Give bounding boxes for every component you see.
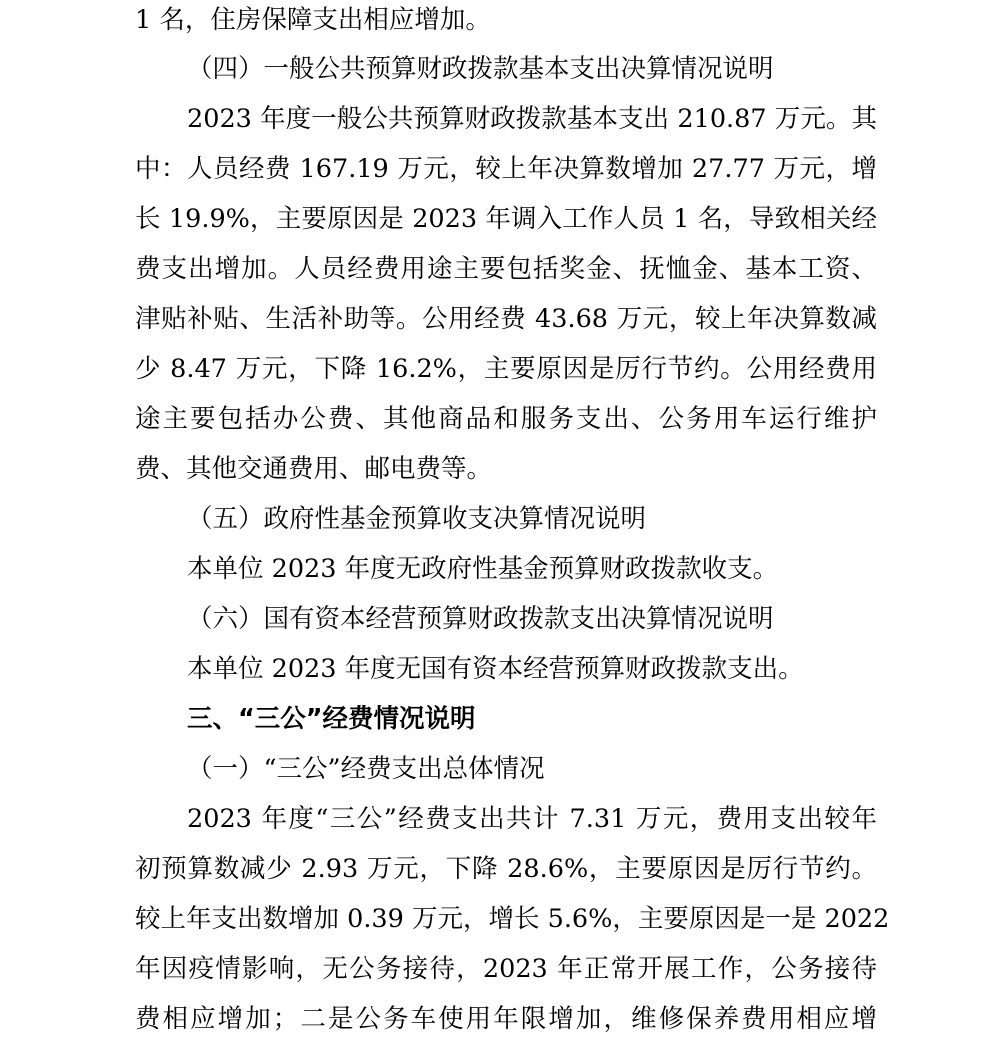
paragraph-line: 长 19.9%，主要原因是 2023 年调入工作人员 1 名，导致相关经 — [135, 204, 877, 234]
paragraph-line: 少 8.47 万元，下降 16.2%，主要原因是厉行节约。公用经费用 — [135, 354, 877, 384]
paragraph-line: 年因疫情影响，无公务接待，2023 年正常开展工作，公务接待 — [135, 954, 877, 984]
paragraph-line: 本单位 2023 年度无政府性基金预算财政拨款收支。 — [187, 554, 779, 584]
section-heading-1: （一）“三公”经费支出总体情况 — [187, 754, 545, 784]
section-heading-4: （四）一般公共预算财政拨款基本支出决算情况说明 — [187, 54, 774, 84]
paragraph-line: 费、其他交通费用、邮电费等。 — [135, 454, 493, 484]
paragraph-line: 2023 年度一般公共预算财政拨款基本支出 210.87 万元。其 — [187, 104, 877, 134]
paragraph-line: 费支出增加。人员经费用途主要包括奖金、抚恤金、基本工资、 — [135, 254, 877, 284]
paragraph-line: 中：人员经费 167.19 万元，较上年决算数增加 27.77 万元，增 — [135, 154, 877, 184]
chapter-heading-three-public: 三、“三公”经费情况说明 — [187, 704, 476, 734]
paragraph-line: 较上年支出数增加 0.39 万元，增长 5.6%，主要原因是一是 2022 — [135, 904, 890, 934]
paragraph-line: 途主要包括办公费、其他商品和服务支出、公务用车运行维护 — [135, 404, 877, 434]
paragraph-line: 初预算数减少 2.93 万元，下降 28.6%，主要原因是厉行节约。 — [135, 854, 877, 884]
paragraph-line: 本单位 2023 年度无国有资本经营预算财政拨款支出。 — [187, 654, 804, 684]
section-heading-6: （六）国有资本经营预算财政拨款支出决算情况说明 — [187, 604, 774, 634]
paragraph-line: 1 名，住房保障支出相应增加。 — [135, 5, 491, 35]
paragraph-line: 2023 年度“三公”经费支出共计 7.31 万元，费用支出较年 — [187, 804, 877, 834]
paragraph-line: 津贴补贴、生活补助等。公用经费 43.68 万元，较上年决算数减 — [135, 304, 877, 334]
section-heading-5: （五）政府性基金预算收支决算情况说明 — [187, 504, 647, 534]
paragraph-line: 费相应增加；二是公务车使用年限增加，维修保养费用相应增 — [135, 1004, 877, 1034]
